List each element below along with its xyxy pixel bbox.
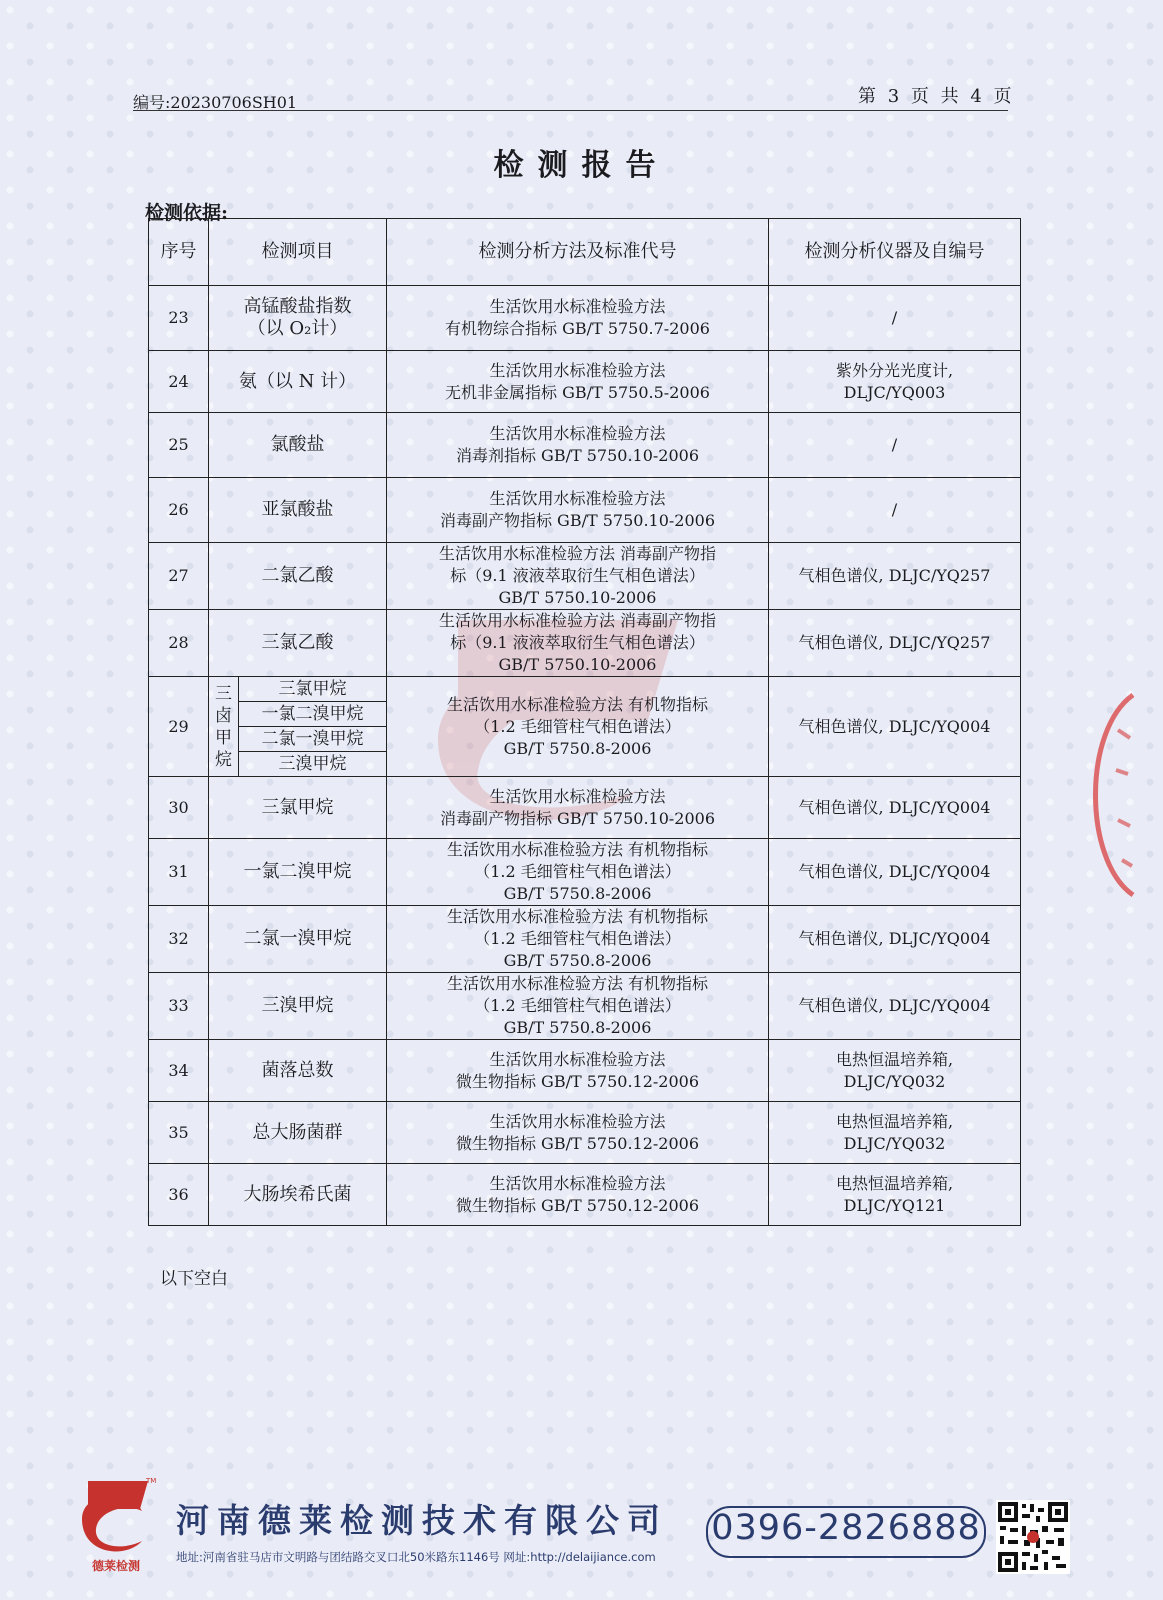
test-method: 生活饮用水标准检验方法 无机非金属指标 GB/T 5750.5-2006 (387, 351, 769, 413)
company-address: 地址:河南省驻马店市文明路与团结路交叉口北50米路东1146号 网址:http://delaijiance.com (176, 1550, 656, 1564)
page-indicator: 第 3 页 共 4 页 (858, 86, 1015, 107)
test-instrument: / (769, 478, 1021, 543)
test-item: 氯酸盐 (209, 413, 387, 478)
test-instrument: 气相色谱仪, DLJC/YQ004 (769, 839, 1021, 906)
blank-below-note: 以下空白 (160, 1269, 228, 1289)
sub-item: 二氯一溴甲烷 (239, 727, 387, 752)
table-row (149, 543, 1021, 610)
test-instrument: / (769, 413, 1021, 478)
phone-number: 0396-2826888 (711, 1508, 981, 1548)
table-row (149, 777, 1021, 839)
table-row (149, 1102, 1021, 1164)
table-row (149, 1040, 1021, 1102)
sub-item: 三氯甲烷 (239, 677, 387, 702)
test-method: 生活饮用水标准检验方法 有机物指标 （1.2 毛细管柱气相色谱法） GB/T 5750.8-2006 (387, 973, 769, 1040)
table-row-group (149, 677, 1021, 702)
test-instrument: 气相色谱仪, DLJC/YQ004 (769, 973, 1021, 1040)
table-row (149, 1164, 1021, 1226)
test-item: 菌落总数 (209, 1040, 387, 1102)
company-name: 河南德莱检测技术有限公司 (176, 1501, 668, 1540)
row-number: 32 (149, 906, 209, 973)
test-method: 生活饮用水标准检验方法 有机物指标 （1.2 毛细管柱气相色谱法） GB/T 5750.8-2006 (387, 677, 769, 777)
logo-caption: 德莱检测 (91, 1559, 140, 1573)
test-item: 高锰酸盐指数 （以 O₂计） (209, 286, 387, 351)
table-row (149, 839, 1021, 906)
row-number: 35 (149, 1102, 209, 1164)
test-method: 生活饮用水标准检验方法 消毒剂指标 GB/T 5750.10-2006 (387, 413, 769, 478)
row-number: 26 (149, 478, 209, 543)
header-divider (133, 110, 1008, 111)
test-method: 生活饮用水标准检验方法 有机物综合指标 GB/T 5750.7-2006 (387, 286, 769, 351)
row-number: 31 (149, 839, 209, 906)
test-instrument: 气相色谱仪, DLJC/YQ257 (769, 543, 1021, 610)
table-header-row (149, 219, 1021, 286)
test-instrument: 气相色谱仪, DLJC/YQ004 (769, 677, 1021, 777)
red-seal-stamp-icon (1078, 690, 1138, 900)
test-method: 生活饮用水标准检验方法 消毒副产物指 标（9.1 液液萃取衍生气相色谱法） GB/T 5750.10-2006 (387, 543, 769, 610)
row-number: 24 (149, 351, 209, 413)
test-item: 总大肠菌群 (209, 1102, 387, 1164)
test-method: 生活饮用水标准检验方法 微生物指标 GB/T 5750.12-2006 (387, 1040, 769, 1102)
test-instrument: 电热恒温培养箱, DLJC/YQ032 (769, 1040, 1021, 1102)
group-label: 三卤甲烷 (209, 677, 239, 777)
test-item: 三溴甲烷 (209, 973, 387, 1040)
basis-label: 检测依据: (145, 202, 229, 224)
row-number: 30 (149, 777, 209, 839)
test-item: 大肠埃希氏菌 (209, 1164, 387, 1226)
page-title: 检测报告 (493, 148, 670, 183)
qr-code-icon (996, 1500, 1070, 1574)
row-number: 25 (149, 413, 209, 478)
test-item: 亚氯酸盐 (209, 478, 387, 543)
header-method: 检测分析方法及标准代号 (387, 219, 769, 286)
test-item: 三氯甲烷 (209, 777, 387, 839)
table-row (149, 286, 1021, 351)
table-row (149, 906, 1021, 973)
row-number: 34 (149, 1040, 209, 1102)
row-number: 29 (149, 677, 209, 777)
table-row (149, 478, 1021, 543)
test-instrument: 紫外分光光度计, DLJC/YQ003 (769, 351, 1021, 413)
test-method: 生活饮用水标准检验方法 消毒副产物指标 GB/T 5750.10-2006 (387, 777, 769, 839)
row-number: 33 (149, 973, 209, 1040)
row-number: 28 (149, 610, 209, 677)
table-row (149, 610, 1021, 677)
test-instrument: 气相色谱仪, DLJC/YQ004 (769, 777, 1021, 839)
test-method: 生活饮用水标准检验方法 消毒副产物指标 GB/T 5750.10-2006 (387, 478, 769, 543)
table-row (149, 973, 1021, 1040)
row-number: 36 (149, 1164, 209, 1226)
test-item: 二氯乙酸 (209, 543, 387, 610)
test-item: 二氯一溴甲烷 (209, 906, 387, 973)
header-item: 检测项目 (209, 219, 387, 286)
test-method: 生活饮用水标准检验方法 有机物指标 （1.2 毛细管柱气相色谱法） GB/T 5750.8-2006 (387, 906, 769, 973)
row-number: 23 (149, 286, 209, 351)
test-method: 生活饮用水标准检验方法 微生物指标 GB/T 5750.12-2006 (387, 1102, 769, 1164)
test-item: 一氯二溴甲烷 (209, 839, 387, 906)
test-basis-table (148, 218, 1021, 1226)
header-instrument: 检测分析仪器及自编号 (769, 219, 1021, 286)
svg-text:TM: TM (146, 1477, 157, 1485)
test-method: 生活饮用水标准检验方法 有机物指标 （1.2 毛细管柱气相色谱法） GB/T 5750.8-2006 (387, 839, 769, 906)
company-logo-icon (78, 1475, 157, 1557)
sub-item: 三溴甲烷 (239, 752, 387, 777)
document-number: 编号:20230706SH01 (133, 93, 298, 112)
test-item: 三氯乙酸 (209, 610, 387, 677)
test-method: 生活饮用水标准检验方法 消毒副产物指 标（9.1 液液萃取衍生气相色谱法） GB/T 5750.10-2006 (387, 610, 769, 677)
row-number: 27 (149, 543, 209, 610)
sub-item: 一氯二溴甲烷 (239, 702, 387, 727)
test-instrument: 电热恒温培养箱, DLJC/YQ121 (769, 1164, 1021, 1226)
test-item: 氨（以 N 计） (209, 351, 387, 413)
test-instrument: / (769, 286, 1021, 351)
test-instrument: 气相色谱仪, DLJC/YQ004 (769, 906, 1021, 973)
test-instrument: 气相色谱仪, DLJC/YQ257 (769, 610, 1021, 677)
table-row (149, 351, 1021, 413)
table-row (149, 413, 1021, 478)
header-no: 序号 (149, 219, 209, 286)
test-method: 生活饮用水标准检验方法 微生物指标 GB/T 5750.12-2006 (387, 1164, 769, 1226)
test-instrument: 电热恒温培养箱, DLJC/YQ032 (769, 1102, 1021, 1164)
